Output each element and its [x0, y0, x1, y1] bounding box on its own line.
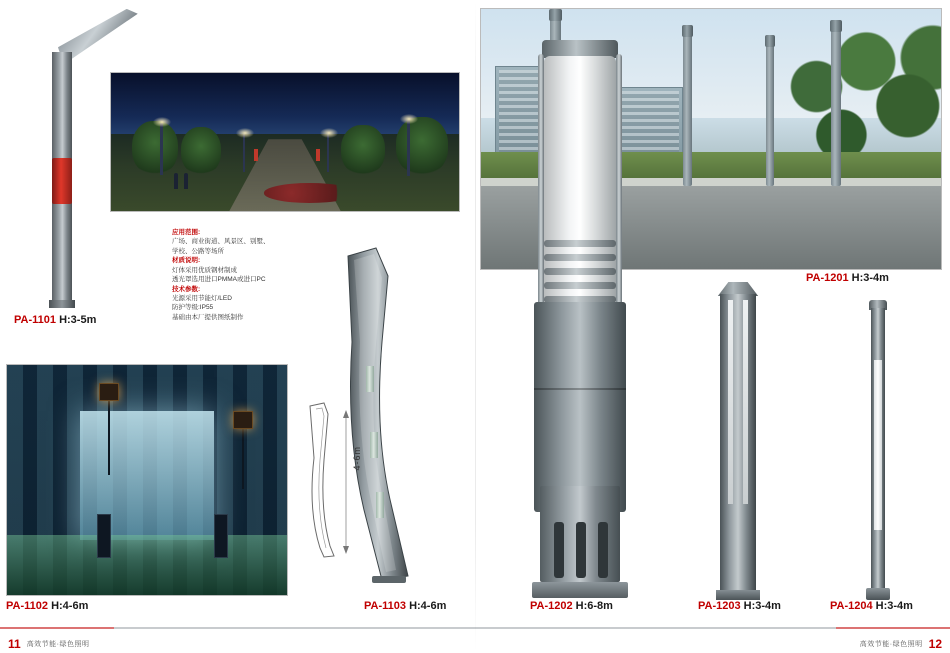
- photo-tree: [396, 117, 448, 175]
- product-code-1202: PA-1202: [530, 600, 573, 612]
- caption-pa-1201: [806, 272, 889, 284]
- photo-person: [174, 173, 178, 189]
- caption-pa-1202: [530, 600, 613, 612]
- product-image-pa-1202: [520, 40, 640, 600]
- lamp-foot-1204: [866, 588, 890, 600]
- caption-pa-1203: [698, 600, 781, 612]
- lamp-plinth-1202: [532, 582, 628, 598]
- caption-pa-1102: [6, 600, 88, 612]
- page-spine: [475, 0, 476, 653]
- photo-tree: [132, 121, 178, 175]
- photo-pole-pa-1201: [766, 45, 774, 185]
- photo-tree: [341, 125, 385, 175]
- outline-drawing-svg: [300, 400, 360, 560]
- lamp-light-strip: [743, 300, 748, 504]
- product-code-1102: PA-1102: [6, 600, 48, 612]
- product-height-1203: H:3-4m: [743, 600, 781, 612]
- caption-pa-1103: [364, 600, 446, 612]
- photo-lamp-red-band: [316, 149, 320, 161]
- caption-pa-1101: [14, 314, 96, 326]
- spec-scope-title: 应用范围:: [172, 229, 201, 236]
- photo-lamp-red-band: [254, 149, 258, 161]
- product-code-1204: PA-1204: [830, 600, 873, 612]
- lamp-cage-rib: [616, 54, 622, 312]
- footer-right: [860, 637, 942, 651]
- product-image-pa-1203: [712, 282, 764, 600]
- spec-tech-line-1: 光源采用节能灯/LED: [172, 294, 232, 302]
- product-image-pa-1204: [862, 300, 894, 600]
- specification-text: [172, 228, 282, 322]
- spec-tech-line-2: 防护等级:IP55: [172, 304, 214, 312]
- lamp-red-band-1101: [52, 158, 72, 204]
- photo-bollard: [214, 514, 228, 558]
- lamp-base-1101: [49, 300, 75, 308]
- footer-left: [8, 637, 90, 651]
- product-height-1101: H:3-5m: [59, 314, 97, 326]
- lamp-cage-rib: [538, 54, 544, 312]
- lamp-body-1202: [534, 302, 626, 512]
- product-height-1204: H:3-4m: [875, 600, 913, 612]
- spec-tech-line-3: 基础由本厂提供图纸制作: [172, 313, 244, 321]
- technical-drawing-pa-1103: [300, 400, 360, 560]
- lamp-light-strip: [874, 360, 882, 530]
- photo-pole-pa-1201: [683, 35, 692, 186]
- photo-flowerbed: [264, 183, 354, 202]
- product-height-1201: H:3-4m: [851, 272, 889, 284]
- product-height-1202: H:6-8m: [575, 600, 613, 612]
- photo-street-lamp: [407, 120, 410, 176]
- spec-material-title: 材质说明:: [172, 257, 201, 265]
- lamp-louver: [544, 282, 616, 289]
- lamp-shaft-1203: [720, 294, 756, 592]
- photo-street-lamp: [160, 123, 163, 175]
- spec-scope-line-2: 学校、公路等场所: [172, 247, 224, 255]
- spec-tech-title: 技术参数:: [172, 285, 201, 293]
- photo-street-lamp: [243, 134, 245, 172]
- photo-tree: [181, 127, 221, 175]
- photo-night-street-plaza: [110, 72, 460, 212]
- lamp-light-strip: [728, 300, 733, 504]
- lamp-foot-slot: [554, 522, 564, 578]
- product-height-1103: H:4-6m: [409, 600, 447, 612]
- product-height-1102: H:4-6m: [51, 600, 89, 612]
- spec-material-line-1: 灯体采用优质钢材制成: [172, 266, 237, 274]
- lamp-louver: [544, 268, 616, 275]
- footer-slogan-left: 高效节能·绿色照明: [26, 641, 90, 648]
- photo-night-building-entrance: [6, 364, 288, 596]
- photo-bollard: [97, 514, 111, 558]
- product-code-1101: PA-1101: [14, 314, 56, 326]
- page-number-left: 11: [8, 637, 21, 651]
- photo-person: [184, 173, 188, 189]
- photo-wall-lamp: [108, 397, 110, 475]
- caption-pa-1204: [830, 600, 913, 612]
- footer-slogan-right: 高效节能·绿色照明: [859, 641, 923, 648]
- page-number-right: 12: [928, 637, 942, 651]
- dimension-label-1103: 4-6m: [352, 446, 362, 471]
- photo-wall-lamp: [242, 425, 244, 489]
- lamp-foot-slot: [598, 522, 608, 578]
- product-image-pa-1101: [36, 10, 92, 310]
- lamp-foot-slot: [576, 522, 586, 578]
- product-code-1103: PA-1103: [364, 600, 406, 612]
- spec-material-line-2: 透光罩选用进口PMMA或进口PC: [172, 276, 266, 284]
- spec-scope-line-1: 广场、商业街道、风景区、别墅、: [172, 238, 270, 246]
- photo-pole-pa-1201: [831, 30, 841, 186]
- photo-street-lamp: [327, 134, 329, 172]
- lamp-louver: [544, 254, 616, 261]
- product-code-1203: PA-1203: [698, 600, 741, 612]
- lamp-louver: [544, 240, 616, 247]
- product-code-1201: PA-1201: [806, 272, 849, 284]
- photo-lit-ground: [7, 535, 287, 595]
- lamp-foot-1203: [716, 590, 760, 600]
